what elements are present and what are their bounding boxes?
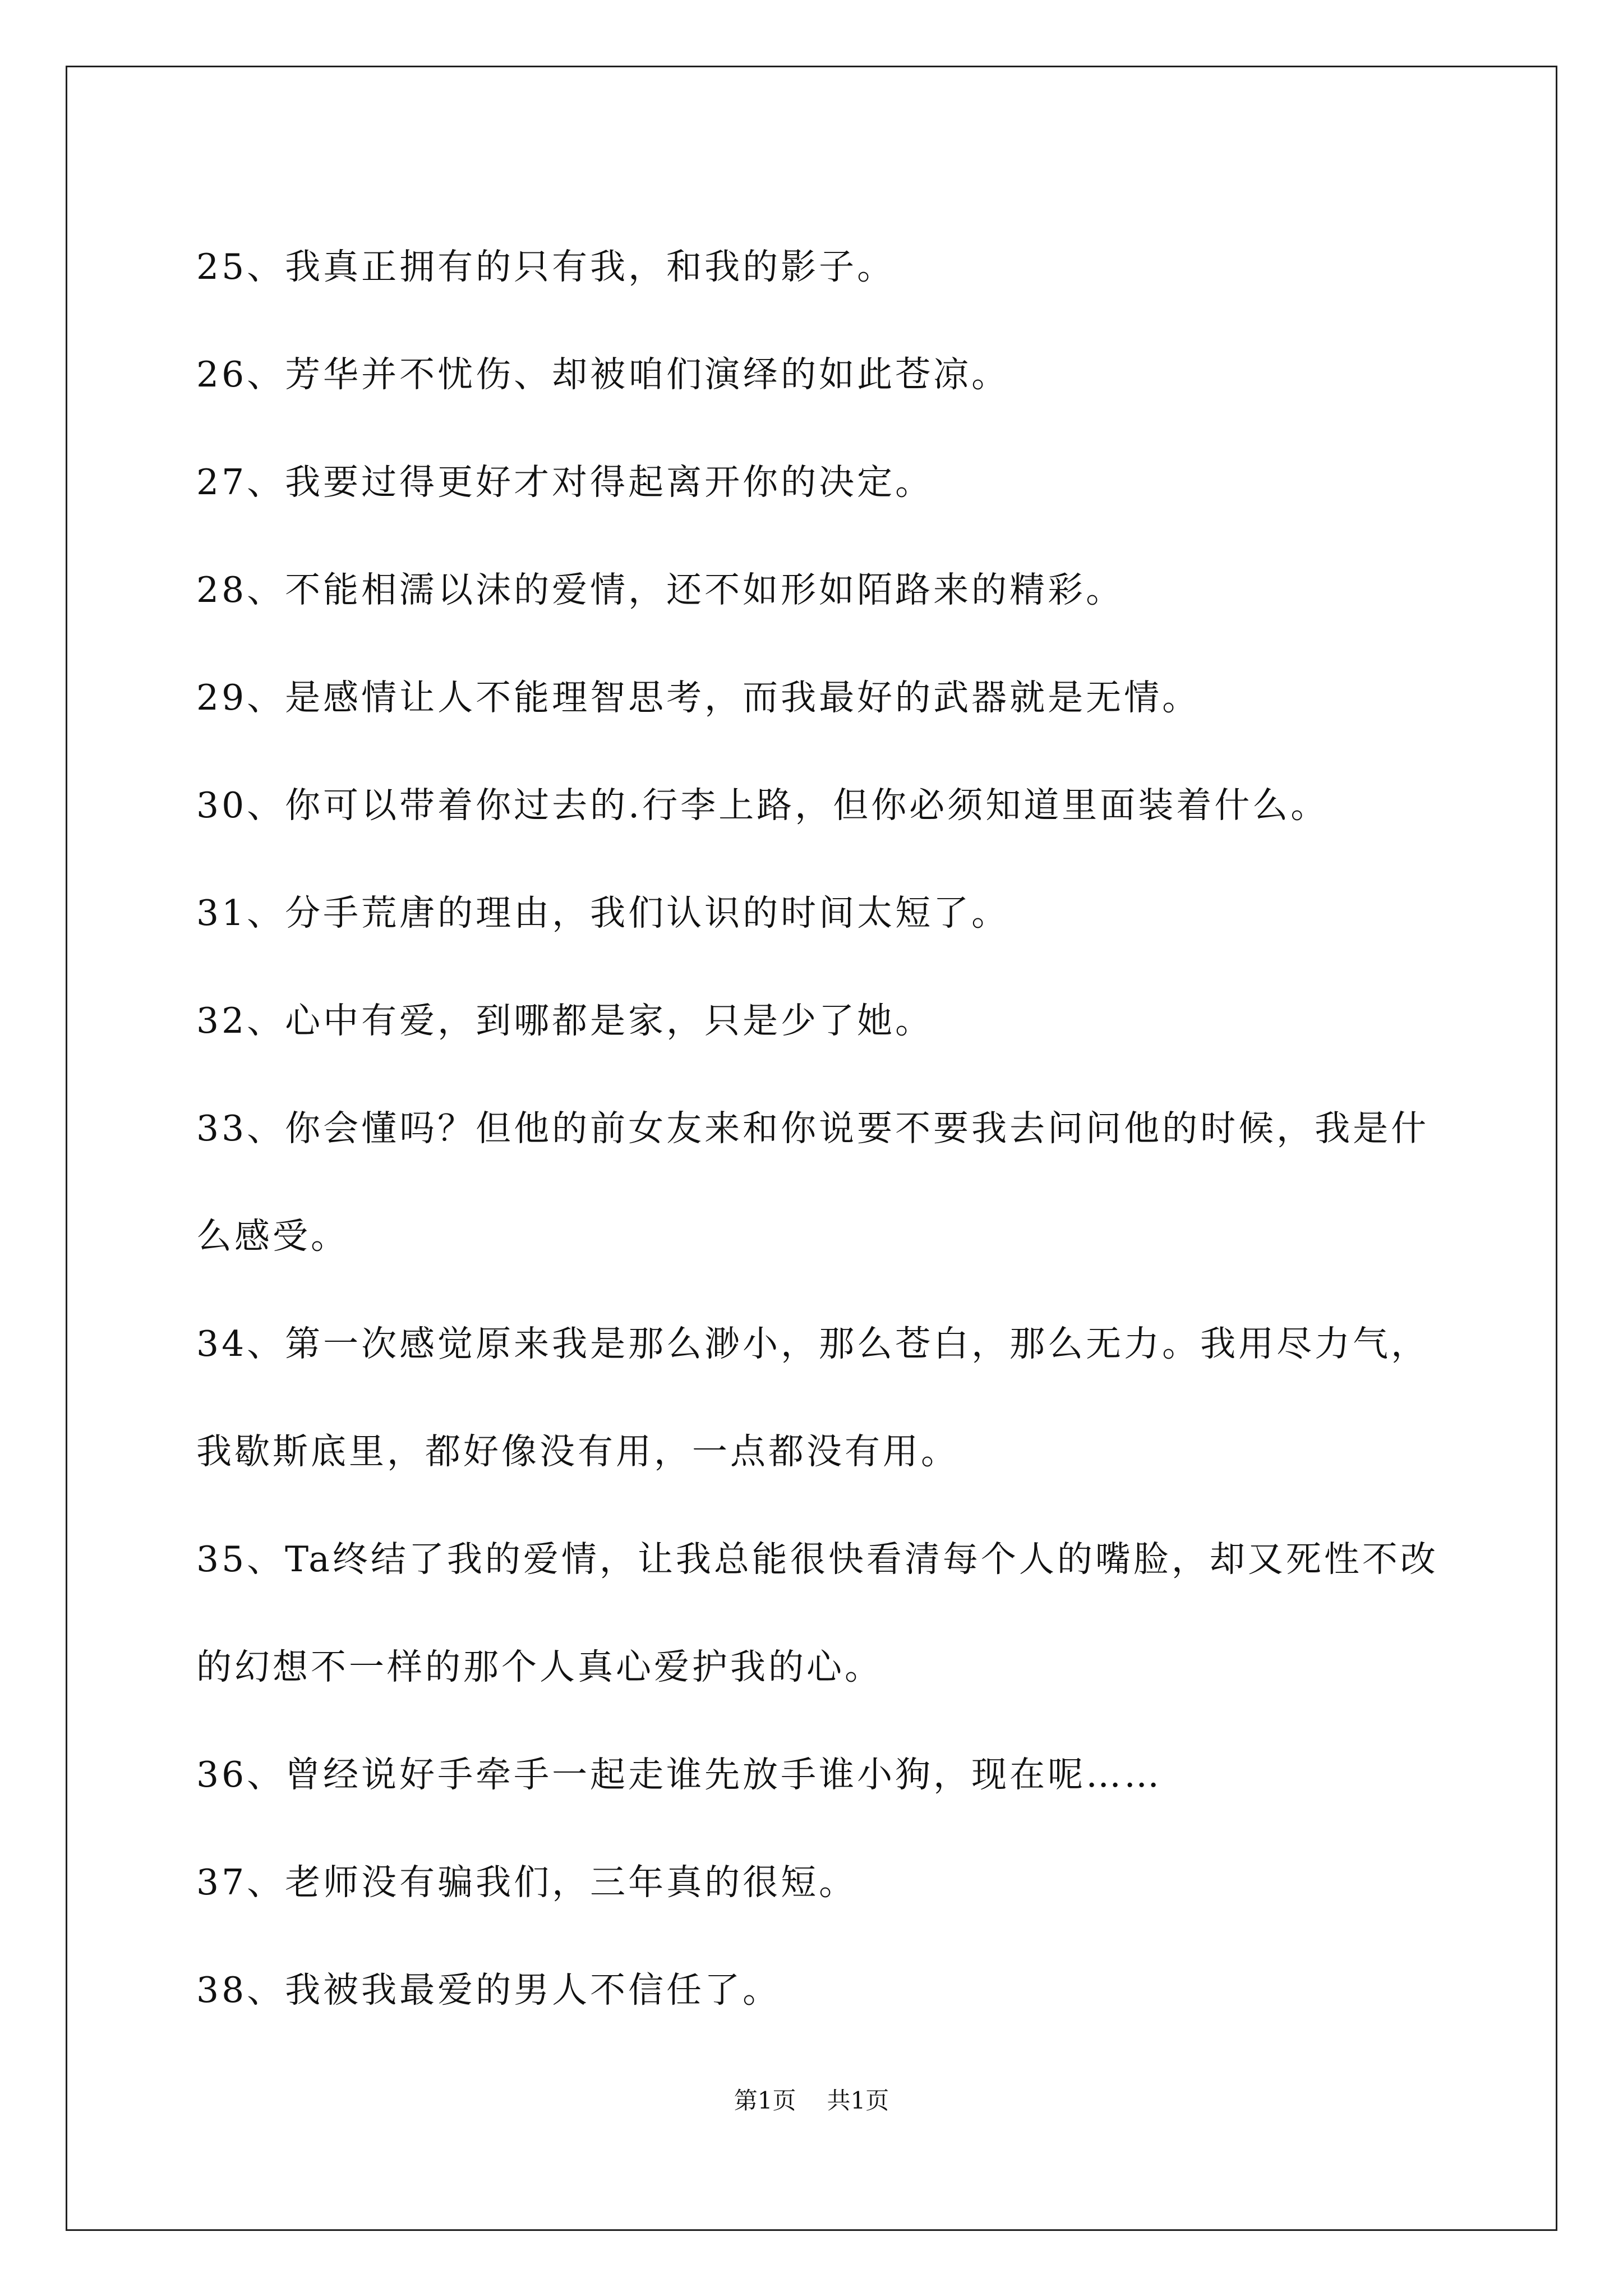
paragraph-28: 28、不能相濡以沫的爱情，还不如形如陌路来的精彩。 <box>196 569 1124 610</box>
paragraph-26: 26、芳华并不忧伤、却被咱们演绎的如此苍凉。 <box>196 354 1010 395</box>
paragraph-38: 38、我被我最爱的男人不信任了。 <box>196 1970 781 2010</box>
paragraph-30: 30、你可以带着你过去的.行李上路，但你必须知道里面装着什么。 <box>196 785 1329 826</box>
paragraph-25: 25、我真正拥有的只有我，和我的影子。 <box>196 246 896 287</box>
paragraph-29: 29、是感情让人不能理智思考，而我最好的武器就是无情。 <box>196 677 1201 718</box>
paragraph-32: 32、心中有爱，到哪都是家，只是少了她。 <box>196 1000 934 1041</box>
paragraph-37: 37、老师没有骗我们，三年真的很短。 <box>196 1862 857 1903</box>
paragraph-36: 36、曾经说好手牵手一起走谁先放手谁小狗，现在呢…… <box>196 1754 1163 1795</box>
paragraph-35: 35、Ta终结了我的爱情，让我总能很快看清每个人的嘴脸，却又死性不改的幻想不一样的那个人真心爱护我的心。 <box>196 1539 1438 1687</box>
page-number-current: 第1页 <box>734 2087 796 2114</box>
paragraph-34: 34、第一次感觉原来我是那么渺小，那么苍白，那么无力。我用尽力气，我歇斯底里，都好像没有用，一点都没有用。 <box>196 1323 1430 1472</box>
page-footer <box>0 2084 1623 2118</box>
paragraph-33: 33、你会懂吗？但他的前女友来和你说要不要我去问问他的时候，我是什么感受。 <box>196 1108 1430 1257</box>
page-number-total: 共1页 <box>827 2087 889 2114</box>
paragraph-31: 31、分手荒唐的理由，我们认识的时间太短了。 <box>196 892 1010 933</box>
paragraph-27: 27、我要过得更好才对得起离开你的决定。 <box>196 462 934 503</box>
document-body <box>196 213 1447 2044</box>
